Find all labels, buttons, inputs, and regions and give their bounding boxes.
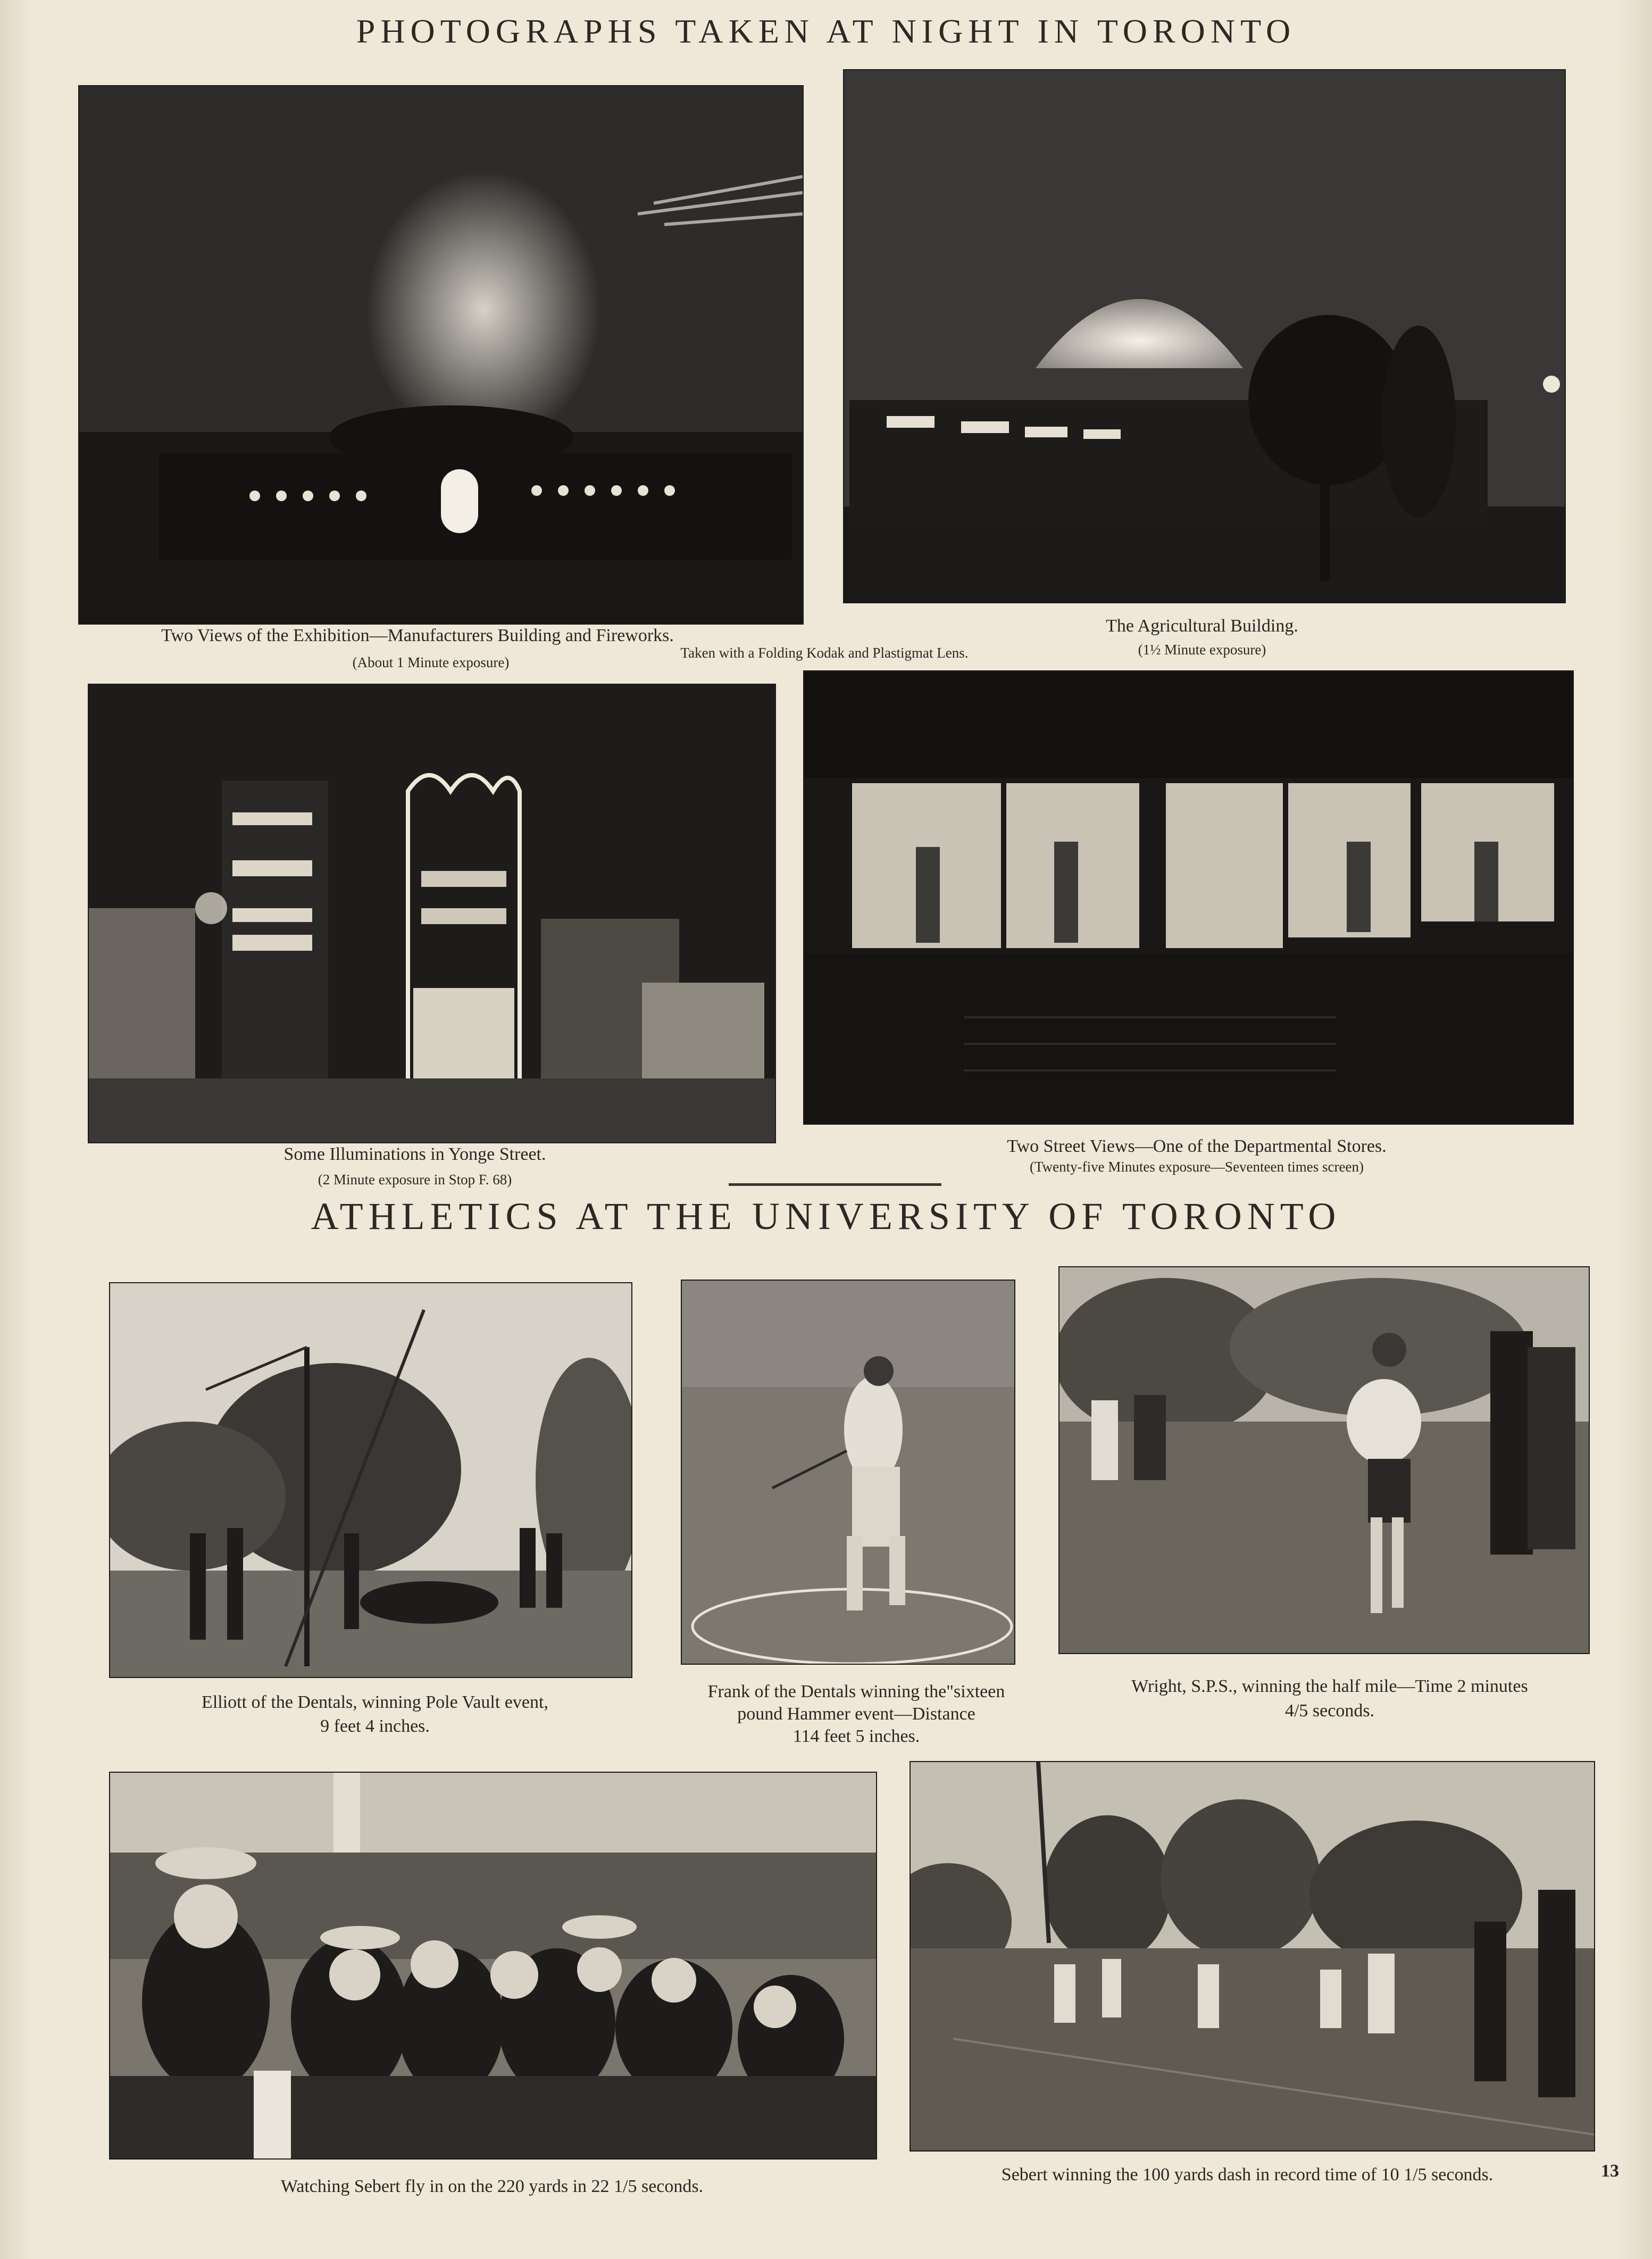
photo-agricultural-building xyxy=(843,69,1566,603)
photo-hammer-throw xyxy=(681,1280,1015,1665)
section-divider xyxy=(729,1183,941,1186)
caption-hammer-1: Frank of the Dentals winning the"sixteen xyxy=(707,1682,1005,1701)
caption-agricultural-sub: (1½ Minute exposure) xyxy=(1138,642,1266,658)
caption-hammer-3: 114 feet 5 inches. xyxy=(792,1726,920,1746)
caption-yonge: Some Illuminations in Yonge Street. xyxy=(283,1144,546,1164)
photo-yonge-street xyxy=(88,684,776,1143)
section-title-night-photos: PHOTOGRAPHS TAKEN AT NIGHT IN TORONTO xyxy=(356,12,1296,50)
caption-yonge-sub: (2 Minute exposure in Stop F. 68) xyxy=(318,1172,512,1187)
caption-street-sub: (Twenty-five Minutes exposure—Seventeen times screen) xyxy=(1030,1159,1364,1175)
photo-department-store xyxy=(803,670,1574,1125)
photo-hundred-yard-dash xyxy=(910,1761,1595,2152)
caption-hammer-2: pound Hammer event—Distance xyxy=(737,1704,975,1724)
caption-half-mile-1: Wright, S.P.S., winning the half mile—Time 2 minutes xyxy=(1131,1676,1528,1696)
photo-exhibition-fireworks xyxy=(78,85,804,625)
photo-crowd xyxy=(109,1772,877,2160)
caption-kodak-note: Taken with a Folding Kodak and Plastigmat Lens. xyxy=(680,645,969,661)
caption-exhibition-sub: (About 1 Minute exposure) xyxy=(352,654,510,670)
caption-agricultural: The Agricultural Building. xyxy=(1106,616,1298,636)
photo-pole-vault xyxy=(109,1282,632,1678)
caption-half-mile-2: 4/5 seconds. xyxy=(1284,1701,1375,1721)
section-title-athletics: ATHLETICS AT THE UNIVERSITY OF TORONTO xyxy=(311,1195,1341,1238)
page-number: 13 xyxy=(1601,2161,1619,2181)
caption-pole-vault-1: Elliott of the Dentals, winning Pole Vault event, xyxy=(202,1692,548,1712)
caption-crowd: Watching Sebert fly in on the 220 yards in 22 1/5 seconds. xyxy=(280,2177,704,2196)
caption-street: Two Street Views—One of the Departmental Stores. xyxy=(1007,1136,1387,1156)
caption-pole-vault-2: 9 feet 4 inches. xyxy=(320,1716,430,1736)
photo-half-mile xyxy=(1058,1266,1590,1654)
caption-exhibition: Two Views of the Exhibition—Manufacturers Building and Fireworks. xyxy=(161,626,674,645)
caption-dash: Sebert winning the 100 yards dash in record time of 10 1/5 seconds. xyxy=(1001,2165,1494,2185)
